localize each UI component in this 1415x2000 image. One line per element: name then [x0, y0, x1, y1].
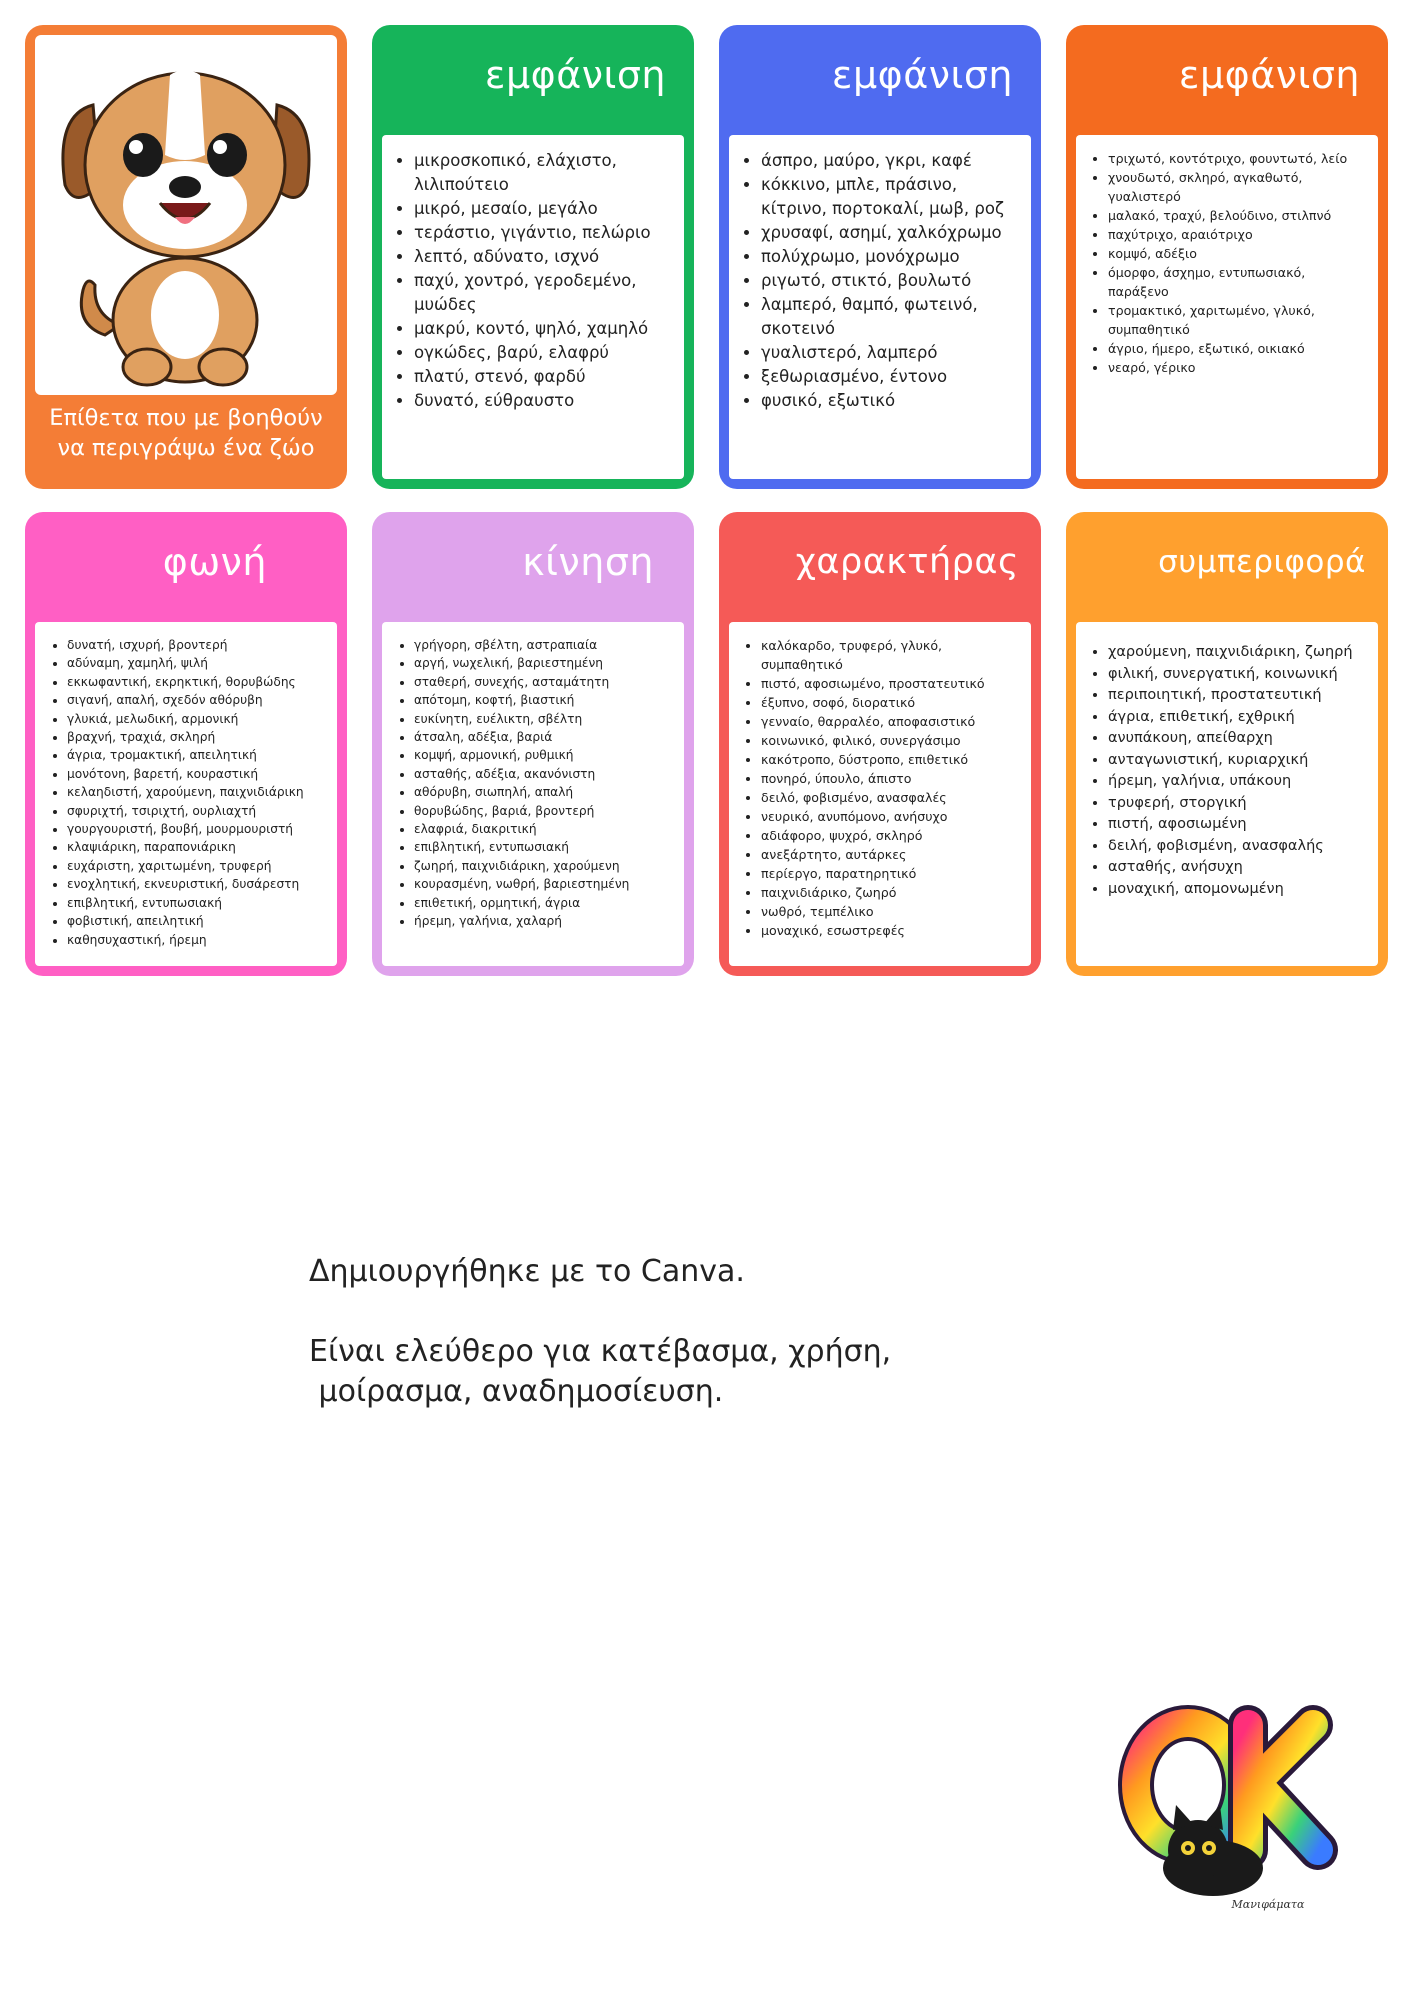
list-item: • μαλακό, τραχύ, βελούδινο, στιλπνό: [1108, 206, 1366, 225]
list-item: • μοναχικό, εσωστρεφές: [761, 921, 1019, 940]
list-item: • δειλή, φοβισμένη, ανασφαλής: [1108, 836, 1366, 858]
list-item: • κοινωνικό, φιλικό, συνεργάσιμο: [761, 731, 1019, 750]
list-item: • ανυπάκουη, απείθαρχη: [1108, 728, 1366, 750]
list-item: • καθησυχαστική, ήρεμη: [67, 931, 325, 949]
list-item: • νωθρό, τεμπέλικο: [761, 902, 1019, 921]
puppy-illustration: [35, 35, 337, 395]
cat-logo-icon: [1118, 1700, 1338, 1920]
card-appearance-color: [719, 25, 1041, 489]
list-item: • μονότονη, βαρετή, κουραστική: [67, 765, 325, 783]
list-item: • ζωηρή, παιχνιδιάρικη, χαρούμενη: [414, 857, 672, 875]
list-item: • κακότροπο, δύστροπο, επιθετικό: [761, 750, 1019, 769]
list-item: • καλόκαρδο, τρυφερό, γλυκό, συμπαθητικό: [761, 636, 1019, 674]
ok-logo: [1118, 1700, 1338, 1920]
list-item: • φυσικό, εξωτικό: [761, 389, 1019, 413]
list-item: • χαρούμενη, παιχνιδιάρικη, ζωηρή: [1108, 642, 1366, 664]
card-behaviour: [1066, 512, 1388, 976]
card-title: εμφάνιση: [831, 53, 1013, 97]
list-item: • γενναίο, θαρραλέο, αποφασιστικό: [761, 712, 1019, 731]
list-item: • ασταθής, ανήσυχη: [1108, 857, 1366, 879]
list-item: • γλυκιά, μελωδική, αρμονική: [67, 710, 325, 728]
card-title: κίνηση: [522, 540, 654, 584]
list-item: • άτσαλη, αδέξια, βαριά: [414, 728, 672, 746]
list-item: • δυνατή, ισχυρή, βροντερή: [67, 636, 325, 654]
list-item: • κόκκινο, μπλε, πράσινο, κίτρινο, πορτοκαλί, μωβ, ροζ: [761, 173, 1019, 221]
list-item: • τεράστιο, γιγάντιο, πελώριο: [414, 221, 672, 245]
list-item: • ριγωτό, στικτό, βουλωτό: [761, 269, 1019, 293]
list-item: • γουργουριστή, βουβή, μουρμουριστή: [67, 820, 325, 838]
list-item: • πλατύ, στενό, φαρδύ: [414, 365, 672, 389]
card-body: [729, 622, 1031, 966]
list-item: • κομψή, αρμονική, ρυθμική: [414, 746, 672, 764]
list-item: • άσπρο, μαύρο, γκρι, καφέ: [761, 149, 1019, 173]
list-item: • ενοχλητική, εκνευριστική, δυσάρεστη: [67, 875, 325, 893]
card-appearance-texture: [1066, 25, 1388, 489]
list-item: • όμορφο, άσχημο, εντυπωσιακό, παράξενο: [1108, 263, 1366, 301]
list-item: • παχύτριχο, αραιότριχο: [1108, 225, 1366, 244]
card-title: εμφάνιση: [1178, 53, 1360, 97]
list-item: • σταθερή, συνεχής, ασταμάτητη: [414, 673, 672, 691]
list-item: • ευκίνητη, ευέλικτη, σβέλτη: [414, 710, 672, 728]
card-voice: [25, 512, 347, 976]
list-item: • λεπτό, αδύνατο, ισχνό: [414, 245, 672, 269]
card-body: [1076, 622, 1378, 966]
list-item: • πιστό, αφοσιωμένο, προστατευτικό: [761, 674, 1019, 693]
list-item: • ευχάριστη, χαριτωμένη, τρυφερή: [67, 857, 325, 875]
adjective-list: [396, 636, 672, 931]
list-item: • εκκωφαντική, εκρηκτική, θορυβώδης: [67, 673, 325, 691]
list-item: • δυνατό, εύθραυστο: [414, 389, 672, 413]
list-item: • ελαφριά, διακριτική: [414, 820, 672, 838]
list-item: • δειλό, φοβισμένο, ανασφαλές: [761, 788, 1019, 807]
list-item: • βραχνή, τραχιά, σκληρή: [67, 728, 325, 746]
list-item: • επιθετική, ορμητική, άγρια: [414, 894, 672, 912]
list-item: • αργή, νωχελική, βαριεστημένη: [414, 654, 672, 672]
list-item: • ανταγωνιστική, κυριαρχική: [1108, 750, 1366, 772]
list-item: • ξεθωριασμένο, έντονο: [761, 365, 1019, 389]
list-item: • αθόρυβη, σιωπηλή, απαλή: [414, 783, 672, 801]
card-title: φωνή: [162, 540, 267, 584]
list-item: • ήρεμη, γαλήνια, χαλαρή: [414, 912, 672, 930]
list-item: • χνουδωτό, σκληρό, αγκαθωτό, γυαλιστερό: [1108, 168, 1366, 206]
list-item: • μικρό, μεσαίο, μεγάλο: [414, 197, 672, 221]
list-item: • κελαηδιστή, χαρούμενη, παιχνιδιάρικη: [67, 783, 325, 801]
adjective-list: [743, 636, 1019, 940]
list-item: • νευρικό, ανυπόμονο, ανήσυχο: [761, 807, 1019, 826]
intro-card: [25, 25, 347, 489]
adjective-list: [396, 149, 672, 413]
list-item: • πονηρό, ύπουλο, άπιστο: [761, 769, 1019, 788]
list-item: • κλαψιάρικη, παραπονιάρικη: [67, 838, 325, 856]
card-character: [719, 512, 1041, 976]
card-body: [35, 622, 337, 966]
list-item: • περιποιητική, προστατευτική: [1108, 685, 1366, 707]
list-item: • ήρεμη, γαλήνια, υπάκουη: [1108, 771, 1366, 793]
list-item: • μοναχική, απομονωμένη: [1108, 879, 1366, 901]
credits-line: μοίρασμα, αναδημοσίευση.: [309, 1374, 724, 1409]
list-item: • φιλική, συνεργατική, κοινωνική: [1108, 664, 1366, 686]
credits-text: [309, 1252, 891, 1412]
adjective-list: [1090, 149, 1366, 377]
list-item: • νεαρό, γέρικο: [1108, 358, 1366, 377]
list-item: • μικροσκοπικό, ελάχιστο, λιλιπούτειο: [414, 149, 672, 197]
card-appearance-size: [372, 25, 694, 489]
adjective-list: [49, 636, 325, 949]
card-body: [382, 135, 684, 479]
list-item: • πολύχρωμο, μονόχρωμο: [761, 245, 1019, 269]
list-item: • άγρια, επιθετική, εχθρική: [1108, 707, 1366, 729]
adjective-list: [743, 149, 1019, 413]
list-item: • κομψό, αδέξιο: [1108, 244, 1366, 263]
card-body: [1076, 135, 1378, 479]
list-item: • θορυβώδης, βαριά, βροντερή: [414, 802, 672, 820]
card-body: [382, 622, 684, 966]
list-item: • ασταθής, αδέξια, ακανόνιστη: [414, 765, 672, 783]
list-item: • λαμπερό, θαμπό, φωτεινό, σκοτεινό: [761, 293, 1019, 341]
list-item: • χρυσαφί, ασημί, χαλκόχρωμο: [761, 221, 1019, 245]
list-item: • άγρια, τρομακτική, απειλητική: [67, 746, 325, 764]
list-item: • μακρύ, κοντό, ψηλό, χαμηλό: [414, 317, 672, 341]
list-item: • απότομη, κοφτή, βιαστική: [414, 691, 672, 709]
card-title: χαρακτήρας: [795, 542, 1019, 582]
card-title: εμφάνιση: [484, 53, 666, 97]
list-item: • φοβιστική, απειλητική: [67, 912, 325, 930]
adjective-list: [1090, 642, 1366, 900]
card-title: συμπεριφορά: [1158, 544, 1366, 580]
list-item: • επιβλητική, εντυπωσιακή: [414, 838, 672, 856]
card-movement: [372, 512, 694, 976]
intro-caption: Επίθετα που με βοηθούν να περιγράψω ένα ζώο: [49, 405, 323, 461]
credits-line: Είναι ελεύθερο για κατέβασμα, χρήση,: [309, 1334, 892, 1369]
list-item: • τριχωτό, κοντότριχο, φουντωτό, λείο: [1108, 149, 1366, 168]
list-item: • περίεργο, παρατηρητικό: [761, 864, 1019, 883]
list-item: • τρυφερή, στοργική: [1108, 793, 1366, 815]
list-item: • αδιάφορο, ψυχρό, σκληρό: [761, 826, 1019, 845]
list-item: • αδύναμη, χαμηλή, ψιλή: [67, 654, 325, 672]
list-item: • ογκώδες, βαρύ, ελαφρύ: [414, 341, 672, 365]
puppy-icon: [35, 35, 337, 395]
list-item: • γυαλιστερό, λαμπερό: [761, 341, 1019, 365]
credits-line: Δημιουργήθηκε με το Canva.: [309, 1254, 745, 1289]
list-item: • άγριο, ήμερο, εξωτικό, οικιακό: [1108, 339, 1366, 358]
list-item: • κουρασμένη, νωθρή, βαριεστημένη: [414, 875, 672, 893]
list-item: • πιστή, αφοσιωμένη: [1108, 814, 1366, 836]
card-body: [729, 135, 1031, 479]
list-item: • σιγανή, απαλή, σχεδόν αθόρυβη: [67, 691, 325, 709]
list-item: • παχύ, χοντρό, γεροδεμένο, μυώδες: [414, 269, 672, 317]
list-item: • γρήγορη, σβέλτη, αστραπιαία: [414, 636, 672, 654]
list-item: • σφυριχτή, τσιριχτή, ουρλιαχτή: [67, 802, 325, 820]
list-item: • ανεξάρτητο, αυτάρκες: [761, 845, 1019, 864]
list-item: • τρομακτικό, χαριτωμένο, γλυκό, συμπαθητικό: [1108, 301, 1366, 339]
list-item: • έξυπνο, σοφό, διορατικό: [761, 693, 1019, 712]
list-item: • επιβλητική, εντυπωσιακή: [67, 894, 325, 912]
list-item: • παιχνιδιάρικο, ζωηρό: [761, 883, 1019, 902]
svg-text:Μανιφάματα: Μανιφάματα: [1231, 1898, 1305, 1911]
